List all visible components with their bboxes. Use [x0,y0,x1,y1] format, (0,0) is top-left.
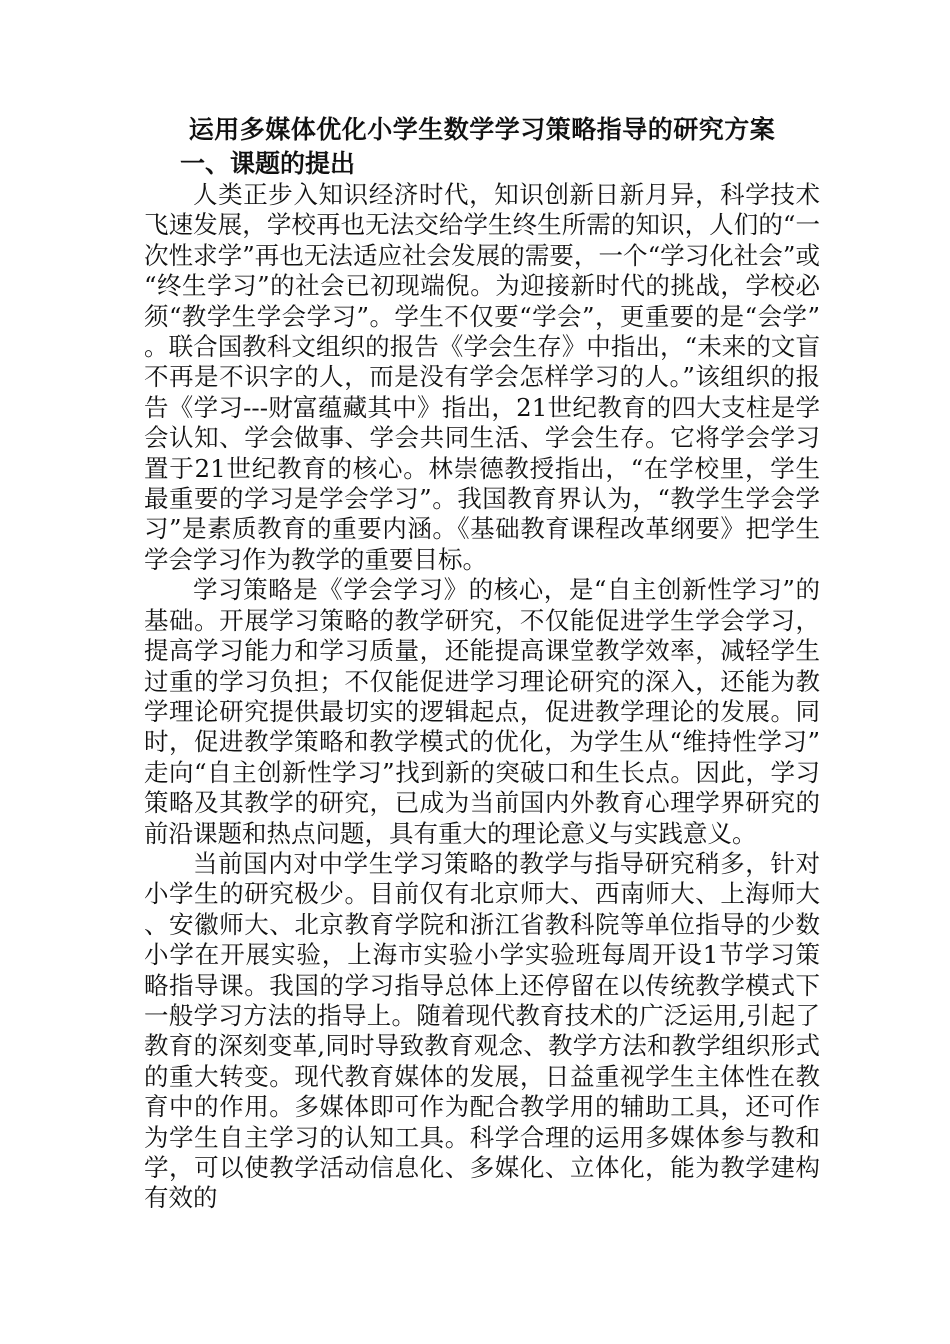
paragraph-1: 人类正步入知识经济时代，知识创新日新月异，科学技术飞速发展，学校再也无法交给学生终生所需的知识，人们的“一次性求学”再也无法适应社会发展的需要，一个“学习化社会”或“终生学习”的社会已初现端倪。为迎接新时代的挑战，学校必须“教学生学会学习”。学生不仅要“学会”，更重要的是“会学”。联合国教科文组织的报告《学会生存》中指出，“未来的文盲不再是不识字的人，而是没有学会怎样学习的人。”该组织的报告《学习---财富蕴藏其中》指出，21世纪教育的四大支柱是学会认知、学会做事、学会共同生活、学会生存。它将学会学习置于21世纪教育的核心。林崇德教授指出，“在学校里，学生最重要的学习是学会学习”。我国教育界认为，“教学生学会学习”是素质教育的重要内涵。《基础教育课程改革纲要》把学生学会学习作为教学的重要目标。 [144,180,820,574]
paragraph-2: 学习策略是《学会学习》的核心，是“自主创新性学习”的基础。开展学习策略的教学研究，不仅能促进学生学会学习，提高学习能力和学习质量，还能提高课堂教学效率，减轻学生过重的学习负担；不仅能促进学习理论研究的深入，还能为教学理论研究提供最切实的逻辑起点，促进教学理论的发展。同时，促进教学策略和教学模式的优化，为学生从“维持性学习”走向“自主创新性学习”找到新的突破口和生长点。因此，学习策略及其教学的研究，已成为当前国内外教育心理学界研究的前沿课题和热点问题，具有重大的理论意义与实践意义。 [144,575,820,848]
document-page [144,112,820,1214]
section-heading: 一、课题的提出 [180,149,356,178]
document-title: 运用多媒体优化小学生数学学习策略指导的研究方案 [188,115,776,144]
paragraph-3: 当前国内对中学生学习策略的教学与指导研究稍多，针对小学生的研究极少。目前仅有北京师大、西南师大、上海师大、安徽师大、北京教育学院和浙江省教科院等单位指导的少数小学在开展实验，上海市实验小学实验班每周开设1节学习策略指导课。我国的学习指导总体上还停留在以传统教学模式下一般学习方法的指导上。随着现代教育技术的广泛运用,引起了教育的深刻变革,同时导致教育观念、教学方法和教学组织形式的重大转变。现代教育媒体的发展，日益重视学生主体性在教育中的作用。多媒体即可作为配合教学用的辅助工具，还可作为学生自主学习的认知工具。科学合理的运用多媒体参与教和学，可以使教学活动信息化、多媒化、立体化，能为教学建构有效的 [144,848,820,1213]
